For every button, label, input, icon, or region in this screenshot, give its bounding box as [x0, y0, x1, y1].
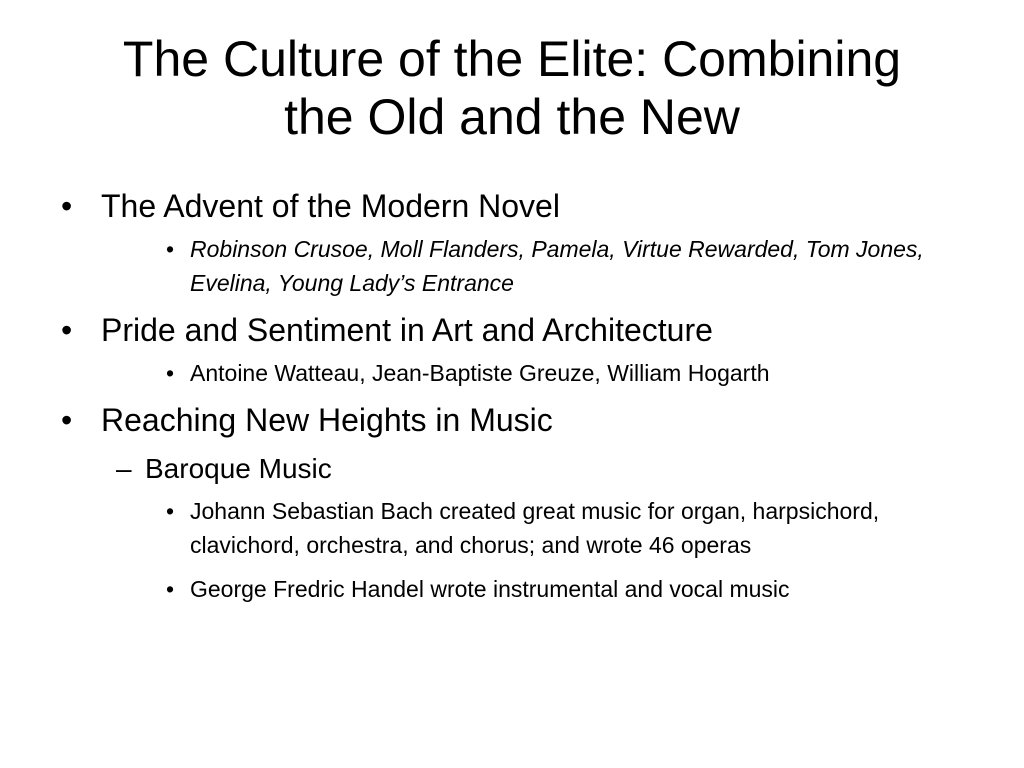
sub-sub-bullet-text: George Fredric Handel wrote instrumental and vocal music: [190, 576, 790, 602]
bullet-text: Pride and Sentiment in Art and Architecture: [101, 312, 713, 348]
bullet-marker: •: [166, 360, 175, 386]
dash-marker: –: [116, 453, 132, 484]
bullet-marker: •: [166, 236, 175, 262]
slide-title: [40, 30, 984, 146]
sub-sub-bullet-bach: [0, 494, 970, 562]
slide-title-line-2: the Old and the New: [284, 89, 740, 145]
bullet-item-music: [0, 400, 1024, 440]
bullet-text: The Advent of the Modern Novel: [101, 188, 560, 224]
sub-sub-bullet-handel: [0, 572, 970, 606]
bullet-item-modern-novel: [0, 186, 1024, 226]
bullet-marker: •: [61, 402, 73, 438]
bullet-marker: •: [61, 312, 73, 348]
bullet-marker: •: [166, 498, 175, 524]
bullet-text: Reaching New Heights in Music: [101, 402, 553, 438]
slide-body: [0, 186, 1024, 606]
sub-bullet-text: Antoine Watteau, Jean-Baptiste Greuze, William Hogarth: [190, 360, 770, 386]
sub-bullet-baroque-music: [0, 452, 1024, 486]
sub-bullet-text: Robinson Crusoe, Moll Flanders, Pamela, Virtue Rewarded, Tom Jones, Evelina, Young Lady’s Entrance: [190, 236, 924, 296]
bullet-marker: •: [166, 576, 175, 602]
sub-bullet-novel-titles: [0, 232, 970, 300]
sub-bullet-text: Baroque Music: [145, 453, 332, 484]
bullet-marker: •: [61, 188, 73, 224]
slide-title-line-1: The Culture of the Elite: Combining: [122, 31, 902, 87]
bullet-item-art-architecture: [0, 310, 1024, 350]
sub-bullet-artists: [0, 356, 970, 390]
sub-sub-bullet-text: Johann Sebastian Bach created great music for organ, harpsichord, clavichord, orchestra, and chorus; and wrote 46 operas: [190, 498, 880, 558]
